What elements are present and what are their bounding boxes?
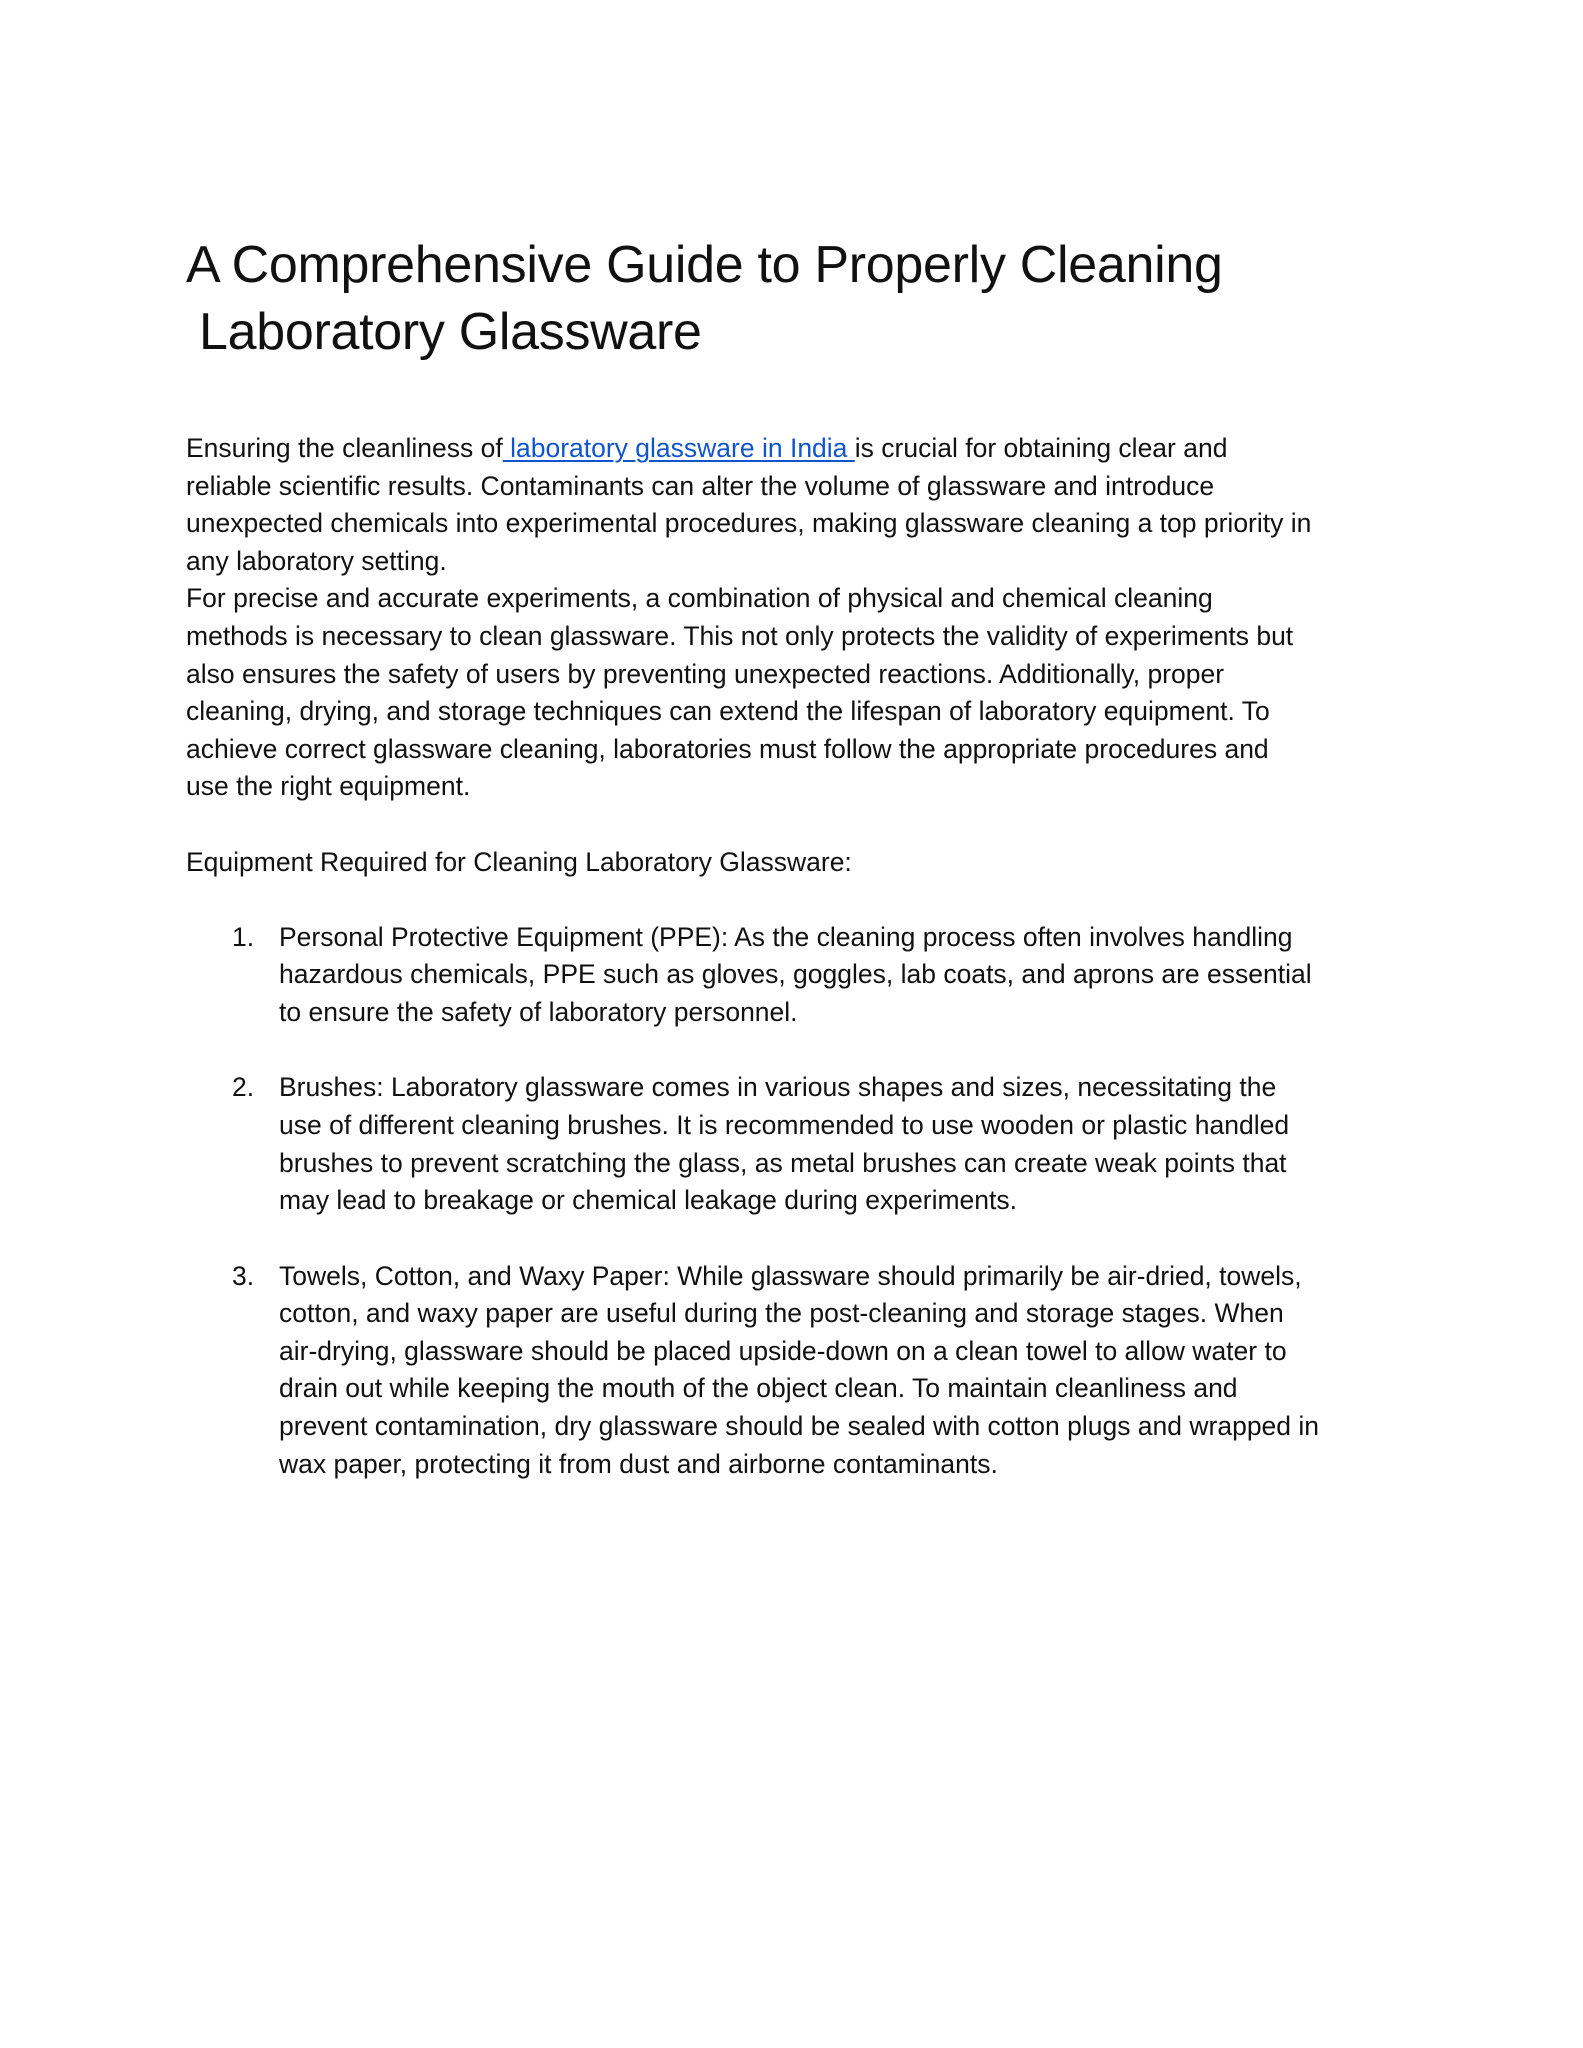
list-item-line: drain out while keeping the mouth of the object clean. To maintain cleanliness and	[279, 1373, 1238, 1404]
document-content	[186, 232, 1386, 1510]
list-item	[186, 919, 1386, 1032]
list-marker: 1.	[232, 921, 255, 952]
list-item-line: Personal Protective Equipment (PPE): As the cleaning process often involves handling	[279, 921, 1293, 952]
list-marker: 2.	[232, 1072, 255, 1103]
equipment-list	[186, 919, 1386, 1484]
intro-line: cleaning, drying, and storage techniques can extend the lifespan of laboratory equipment. To	[186, 696, 1270, 727]
list-item	[186, 1069, 1386, 1219]
laboratory-glassware-link[interactable]: laboratory glassware in India	[502, 433, 855, 463]
title-line: A Comprehensive Guide to Properly Cleaning	[186, 236, 1223, 294]
intro-line	[186, 430, 1386, 468]
page-title	[186, 232, 1386, 366]
list-marker: 3.	[232, 1260, 255, 1291]
equipment-heading: Equipment Required for Cleaning Laboratory Glassware:	[186, 846, 852, 877]
intro-line: unexpected chemicals into experimental procedures, making glassware cleaning a top priority in	[186, 508, 1312, 539]
list-item-line: may lead to breakage or chemical leakage during experiments.	[279, 1185, 1017, 1216]
list-item-line: hazardous chemicals, PPE such as gloves, goggles, lab coats, and aprons are essential	[279, 959, 1312, 990]
list-item-line: cotton, and waxy paper are useful during the post-cleaning and storage stages. When	[279, 1298, 1284, 1329]
list-item-line: use of different cleaning brushes. It is recommended to use wooden or plastic handled	[279, 1109, 1290, 1140]
list-item	[186, 1258, 1386, 1484]
list-item-line: Towels, Cotton, and Waxy Paper: While glassware should primarily be air-dried, towels,	[279, 1260, 1302, 1291]
intro-text: is crucial for obtaining clear and	[854, 433, 1228, 463]
intro-paragraph	[186, 430, 1386, 806]
title-line: Laboratory Glassware	[199, 303, 702, 361]
intro-text: Ensuring the cleanliness of	[186, 433, 503, 463]
intro-line: use the right equipment.	[186, 771, 471, 802]
list-item-line: brushes to prevent scratching the glass, as metal brushes can create weak points that	[279, 1147, 1287, 1178]
intro-line: any laboratory setting.	[186, 545, 447, 576]
list-item-line: to ensure the safety of laboratory personnel.	[279, 996, 798, 1027]
list-item-line: wax paper, protecting it from dust and airborne contaminants.	[279, 1448, 998, 1479]
intro-line: methods is necessary to clean glassware. This not only protects the validity of experiments but	[186, 620, 1294, 651]
intro-line: For precise and accurate experiments, a combination of physical and chemical cleaning	[186, 583, 1213, 614]
list-item-line: air-drying, glassware should be placed upside-down on a clean towel to allow water to	[279, 1335, 1287, 1366]
intro-line: achieve correct glassware cleaning, laboratories must follow the appropriate procedures and	[186, 733, 1269, 764]
list-item-line: Brushes: Laboratory glassware comes in various shapes and sizes, necessitating the	[279, 1072, 1277, 1103]
intro-line: reliable scientific results. Contaminants can alter the volume of glassware and introduce	[186, 470, 1215, 501]
list-item-line: prevent contamination, dry glassware should be sealed with cotton plugs and wrapped in	[279, 1411, 1320, 1442]
intro-line: also ensures the safety of users by preventing unexpected reactions. Additionally, proper	[186, 658, 1225, 689]
